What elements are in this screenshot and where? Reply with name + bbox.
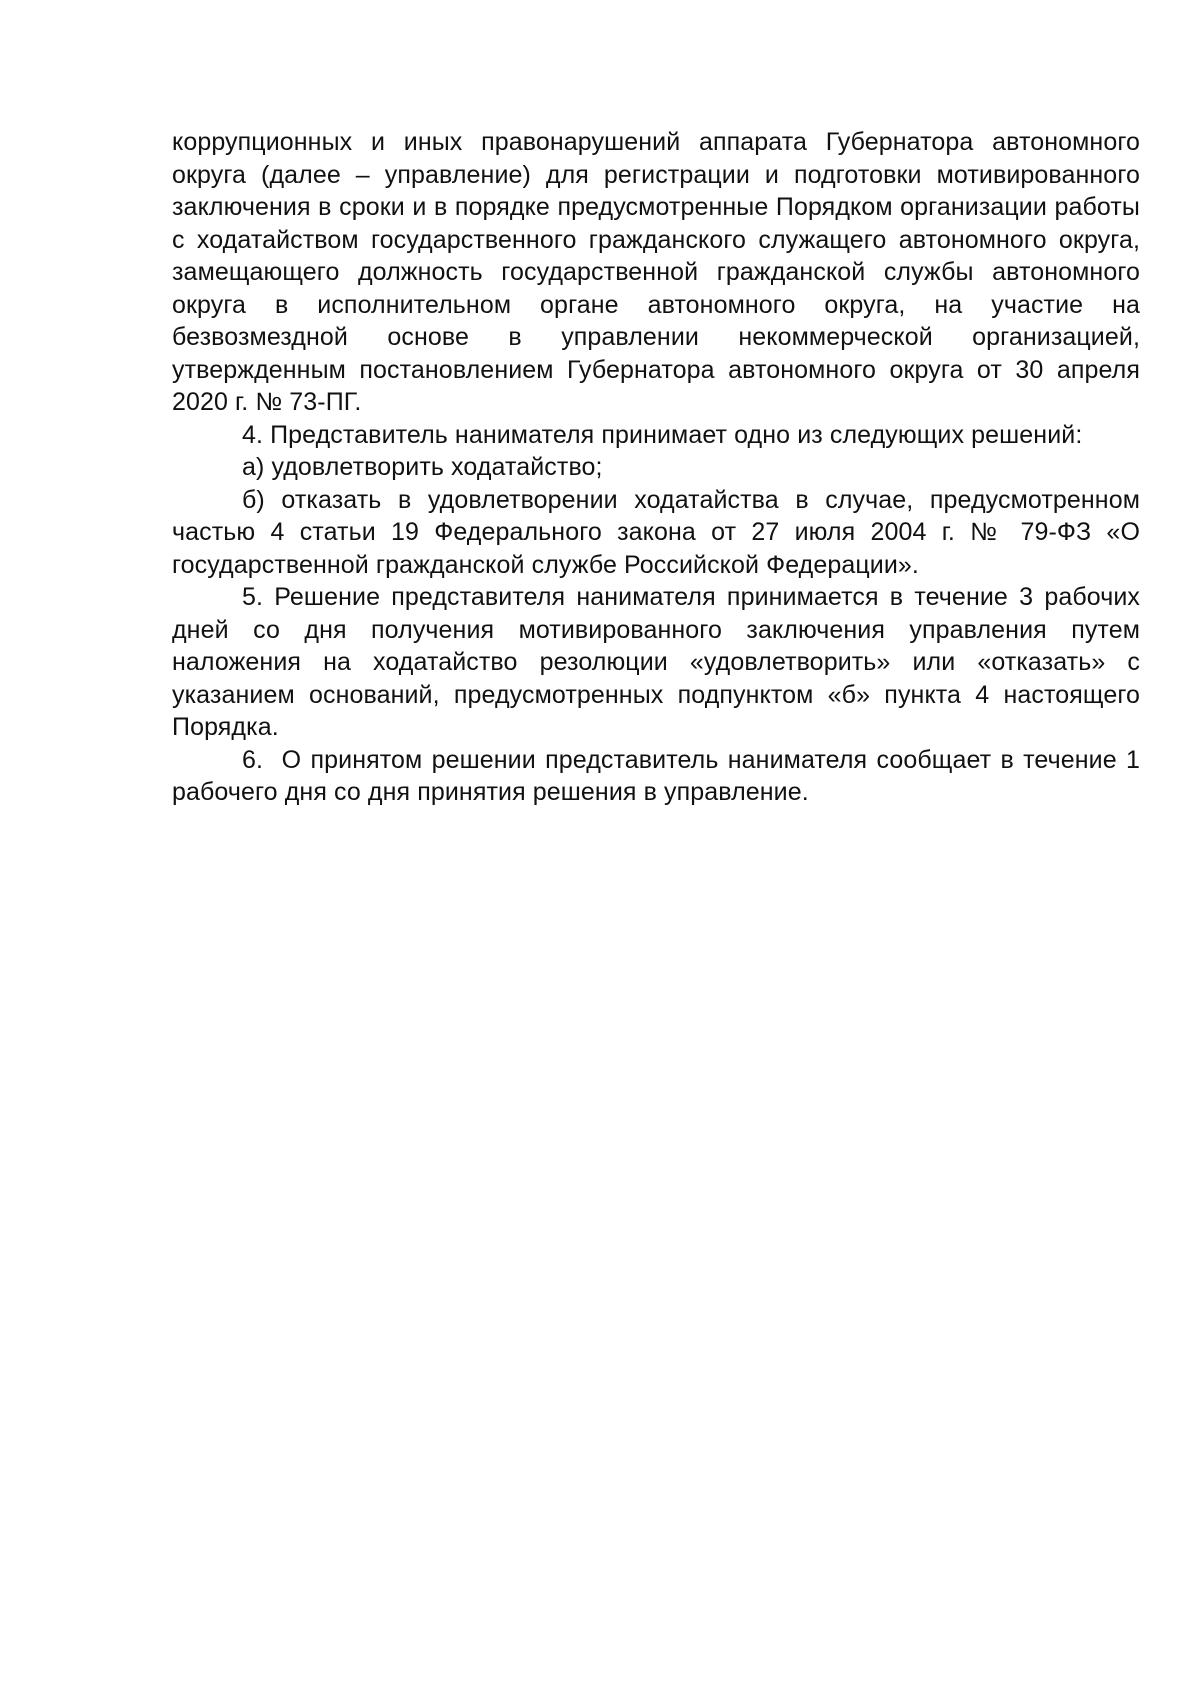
paragraph-continuation: коррупционных и иных правонарушений аппарата Губернатора автономного округа (далее – управление) для регистрации и подготовки мотивированного заключения в сроки и в порядке предусмотренные Порядком организации работы с ходатайством государственного гражданского служащего автономного округа, замещающего должность государственной гражданской службы автономного округа в исполнительном органе автономного округа, на участие на безвозмездной основе в управлении некоммерческой организацией, утвержденным постановлением Губернатора автономного округа от 30 апреля 2020 г. № 73-ПГ. — [172, 128, 1140, 416]
paragraph-item-6: 6. О принятом решении представитель нанимателя сообщает в течение 1 рабочего дня со дня принятия решения в управление. — [172, 745, 1148, 806]
paragraph-item-4: 4. Представитель нанимателя принимает одно из следующих решений: — [242, 420, 1083, 449]
paragraph-item-5: 5. Решение представителя нанимателя принимается в течение 3 рабочих дней со дня получения мотивированного заключения управления путем наложения на ходатайство резолюции «удовлетворить» или «отказать» с указанием оснований, предусмотренных подпунктом «б» пункта 4 настоящего Порядка. — [172, 583, 1140, 741]
paragraph-item-4b: б) отказать в удовлетворении ходатайства в случае, предусмотренном частью 4 статьи 19 Федерального закона от 27 июля 2004 г. № 79-ФЗ «О государственной гражданской службе Российской Федерации». — [172, 485, 1140, 579]
document-body — [172, 126, 1148, 809]
paragraph-item-4a: а) удовлетворить ходатайство; — [242, 453, 603, 481]
